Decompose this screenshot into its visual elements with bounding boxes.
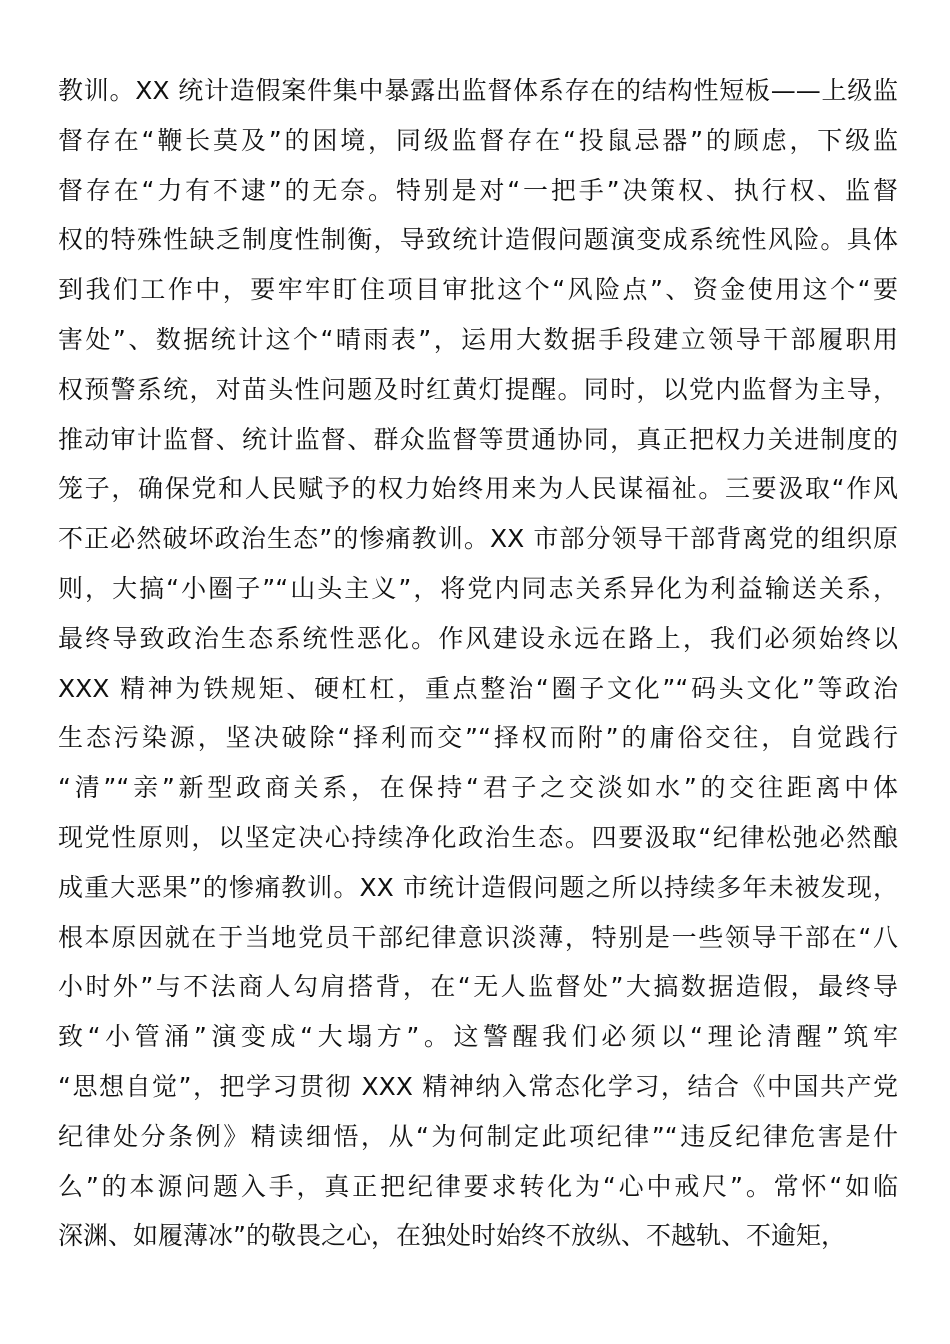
text-line: 么”的本源问题入手，真正把纪律要求转化为“心中戒尺”。常怀“如临: [58, 1171, 898, 1201]
text-line: 致“小管涌”演变成“大塌方”。这警醒我们必须以“理论清醒”筑牢: [58, 1022, 898, 1052]
text-line: 则，大搞“小圈子”“山头主义”，将党内同志关系异化为利益输送关系，: [58, 573, 898, 603]
text-line: 不正必然破坏政治生态”的惨痛教训。XX 市部分领导干部背离党的组织原: [58, 524, 898, 554]
text-line: 深渊、如履薄冰”的敬畏之心，在独处时始终不放纵、不越轨、不逾矩，: [58, 1221, 846, 1251]
text-line: “清”“亲”新型政商关系，在保持“君子之交淡如水”的交往距离中体: [58, 773, 898, 803]
text-line: 现党性原则，以坚定决心持续净化政治生态。四要汲取“纪律松弛必然酿: [58, 822, 898, 852]
text-line: 笼子，确保党和人民赋予的权力始终用来为人民谋福祉。三要汲取“作风: [58, 474, 898, 504]
text-line: 到我们工作中，要牢牢盯住项目审批这个“风险点”、资金使用这个“要: [58, 275, 898, 305]
text-line: 生态污染源，坚决破除“择利而交”“择权而附”的庸俗交往，自觉践行: [58, 723, 898, 753]
text-line: 害处”、数据统计这个“晴雨表”，运用大数据手段建立领导干部履职用: [58, 324, 898, 354]
text-line: 根本原因就在于当地党员干部纪律意识淡薄，特别是一些领导干部在“八: [58, 922, 898, 952]
text-line: 督存在“鞭长莫及”的困境，同级监督存在“投鼠忌器”的顾虑，下级监: [58, 125, 898, 155]
text-line: 小时外”与不法商人勾肩搭背，在“无人监督处”大搞数据造假，最终导: [58, 972, 898, 1002]
text-line: 成重大恶果”的惨痛教训。XX 市统计造假问题之所以持续多年未被发现，: [58, 872, 898, 902]
text-line: 教训。XX 统计造假案件集中暴露出监督体系存在的结构性短板——上级监: [58, 76, 898, 105]
text-line: “思想自觉”，把学习贯彻 XXX 精神纳入常态化学习，结合《中国共产党: [58, 1071, 898, 1101]
body-paragraph: [58, 66, 898, 1261]
text-line: 推动审计监督、统计监督、群众监督等贯通协同，真正把权力关进制度的: [58, 424, 898, 454]
text-line: 纪律处分条例》精读细悟，从“为何制定此项纪律”“违反纪律危害是什: [58, 1121, 898, 1151]
text-line: 最终导致政治生态系统性恶化。作风建设永远在路上，我们必须始终以: [58, 623, 898, 653]
text-line: 督存在“力有不逮”的无奈。特别是对“一把手”决策权、执行权、监督: [58, 175, 898, 205]
text-line: XXX 精神为铁规矩、硬杠杠，重点整治“圈子文化”“码头文化”等政治: [58, 673, 898, 703]
text-line: 权预警系统，对苗头性问题及时红黄灯提醒。同时，以党内监督为主导，: [58, 374, 898, 404]
text-line: 权的特殊性缺乏制度性制衡，导致统计造假问题演变成系统性风险。具体: [58, 225, 898, 255]
